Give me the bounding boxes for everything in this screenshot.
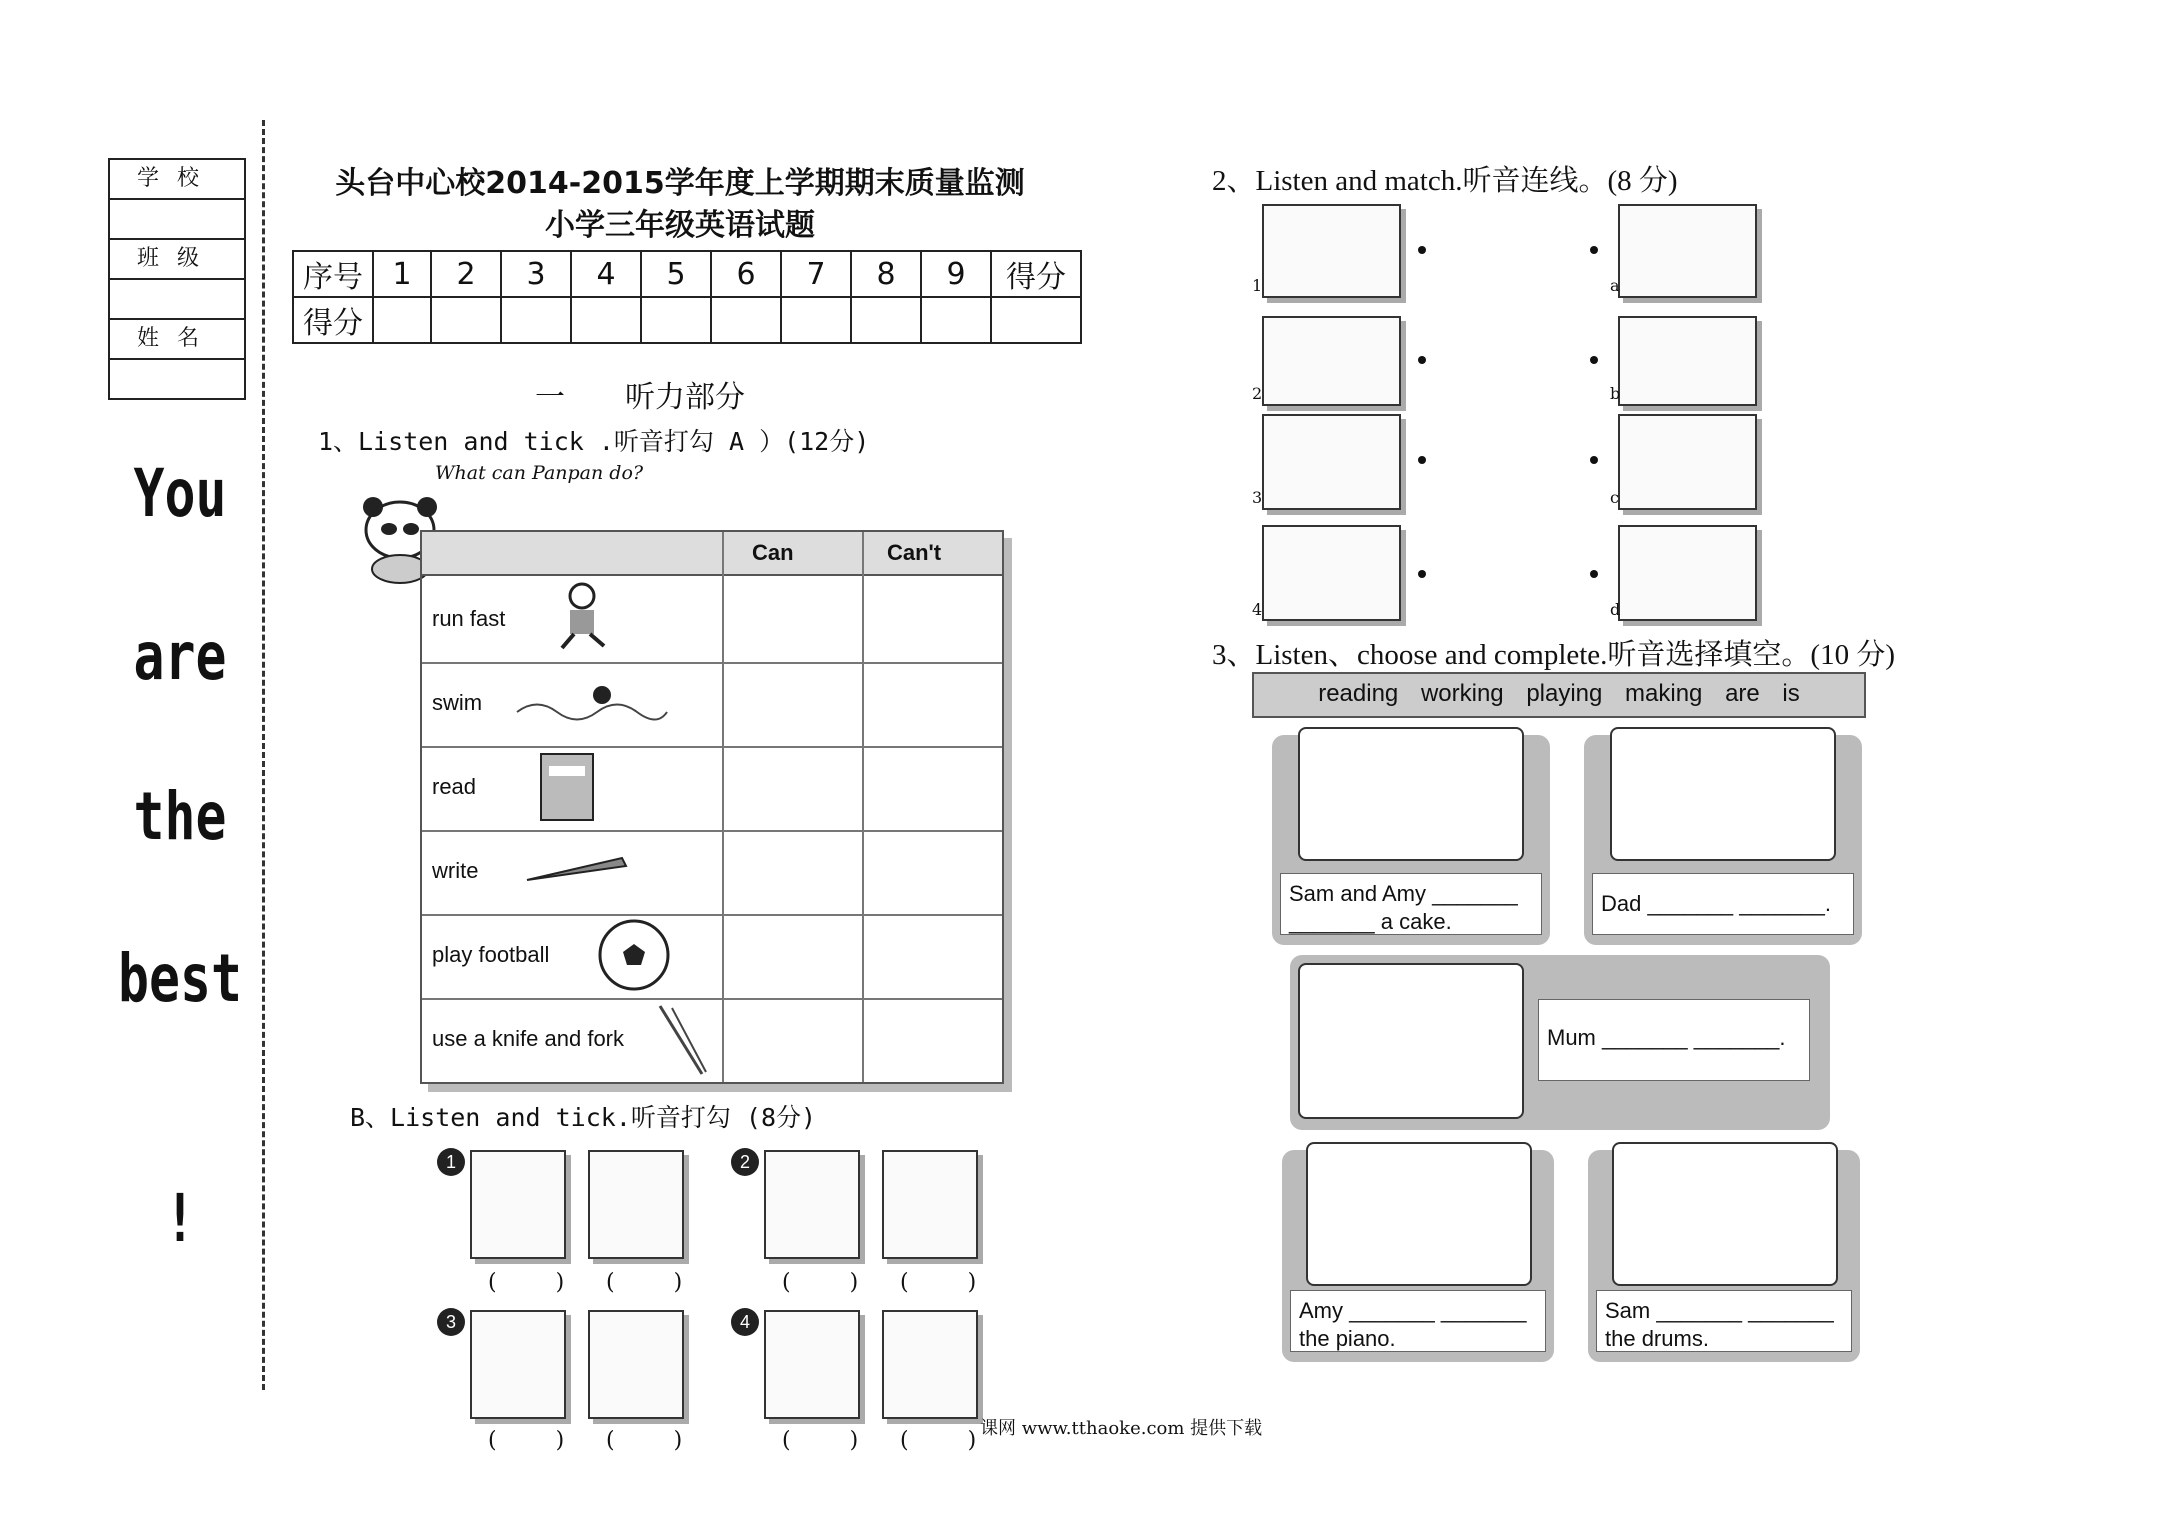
score-cell[interactable] [991,297,1081,343]
football-icon [597,918,671,992]
boy-face-picture [1262,316,1401,406]
score-cell[interactable] [571,297,641,343]
score-header: 7 [781,251,851,297]
sam-drums-picture [1612,1142,1838,1286]
motto-word: the [133,778,227,855]
match-dot[interactable] [1418,246,1426,254]
score-cell[interactable] [851,297,921,343]
picture-card [1282,1150,1554,1362]
row-label: write [432,858,479,883]
col-can: Can [752,540,794,565]
name-label: 姓名 [110,320,244,360]
motto-word: best [118,940,242,1017]
school-label: 学校 [110,160,244,200]
schoolbag-picture [882,1310,978,1419]
row-label: play football [432,942,550,967]
col-cant: Can't [887,540,942,565]
score-row-label: 得分 [293,297,373,343]
man-headphones-picture [764,1150,860,1259]
score-table [292,250,1082,344]
answer-bracket[interactable]: ( ) [606,1270,709,1295]
match-dot[interactable] [1418,356,1426,364]
answer-bracket[interactable]: ( ) [900,1270,1003,1295]
match-label: 2 [1252,384,1263,403]
boy-cloud-hair-picture [1262,204,1401,298]
score-header: 1 [373,251,431,297]
divider [862,532,864,1082]
knife-fork-icon [652,1002,712,1078]
section-heading: 一 听力部分 [535,380,745,415]
card-sentence[interactable]: Mum _______ _______. [1538,999,1810,1081]
question-3: 3、Listen、choose and complete.听音选择填空。(10 分) [1212,639,1895,671]
name-field[interactable] [110,360,244,398]
driver-uniform-picture [1618,525,1757,621]
ruler-picture [764,1310,860,1419]
student-info-box [108,158,246,400]
score-header: 5 [641,251,711,297]
making-cake-picture [1298,727,1524,861]
score-header: 3 [501,251,571,297]
boy-face-picture [470,1150,566,1259]
score-cell[interactable] [431,297,501,343]
answer-bracket[interactable]: ( ) [782,1428,885,1453]
match-dot[interactable] [1590,456,1598,464]
word-bank: reading working playing making are is [1252,672,1866,718]
grandpa-picture [882,1150,978,1259]
match-dot[interactable] [1590,570,1598,578]
item-number: 3 [437,1308,465,1336]
item-number: 4 [731,1308,759,1336]
score-cell[interactable] [781,297,851,343]
score-cell[interactable] [921,297,991,343]
match-dot[interactable] [1418,570,1426,578]
answer-bracket[interactable]: ( ) [782,1270,885,1295]
table-row [422,744,1002,832]
school-field[interactable] [110,200,244,240]
cut-line [262,120,265,1390]
picture-card [1584,735,1862,945]
tick-table [420,530,1004,1084]
pen-icon [522,850,632,890]
picture-card [1588,1150,1860,1362]
match-label: 4 [1252,600,1263,619]
question-1: 1、Listen and tick .听音打勾 A ）(12分) [318,427,870,456]
card-sentence[interactable]: Amy _______ _______ the piano. [1290,1290,1546,1352]
item-number: 1 [437,1148,465,1176]
motto-word: are [133,618,227,695]
nurse-uniform-picture [1618,316,1757,406]
picture-card [1272,735,1550,945]
picture-card [1290,955,1830,1130]
match-label: b [1610,384,1621,403]
answer-bracket[interactable]: ( ) [488,1270,591,1295]
score-header: 得分 [991,251,1081,297]
score-header: 序号 [293,251,373,297]
card-sentence[interactable]: Sam _______ _______ the drums. [1596,1290,1852,1352]
score-cell[interactable] [641,297,711,343]
class-field[interactable] [110,280,244,320]
swimmer-icon [512,677,672,727]
match-dot[interactable] [1418,456,1426,464]
score-header: 8 [851,251,921,297]
question-2: 2、Listen and match.听音连线。(8 分) [1212,165,1678,197]
score-cell[interactable] [501,297,571,343]
question-b: B、Listen and tick.听音打勾 (8分) [350,1103,817,1132]
motto-word: You [133,455,227,532]
table-row [422,996,1002,1082]
score-header: 4 [571,251,641,297]
row-label: swim [432,690,483,715]
boy-cloud-hair-picture [588,1150,684,1259]
row-label: use a knife and fork [432,1026,625,1051]
score-header: 6 [711,251,781,297]
motto-word: ! [164,1180,196,1257]
mum-computer-picture [1298,963,1524,1119]
footer-credit: 课网 www.tthaoke.com 提供下载 [980,1418,1263,1439]
book-icon [537,750,597,824]
answer-bracket[interactable]: ( ) [900,1428,1003,1453]
runner-icon [552,582,612,652]
match-label: c [1610,488,1619,507]
item-number: 2 [731,1148,759,1176]
card-sentence[interactable]: Dad _______ _______. [1592,873,1854,935]
table-row [422,660,1002,748]
match-dot[interactable] [1590,356,1598,364]
exam-title: 头台中心校2014-2015学年度上学期期末质量监测 [335,166,1025,201]
score-header: 9 [921,251,991,297]
row-label: run fast [432,606,506,631]
dad-reading-picture [1610,727,1836,861]
match-label: d [1610,600,1621,619]
match-dot[interactable] [1590,246,1598,254]
match-label: 3 [1252,488,1263,507]
class-label: 班级 [110,240,244,280]
answer-bracket[interactable]: ( ) [606,1428,709,1453]
police-uniform-picture [1618,204,1757,298]
amy-piano-picture [1306,1142,1532,1286]
bird-picture [588,1310,684,1419]
spiky-hair-boy-picture [1262,414,1401,510]
answer-bracket[interactable]: ( ) [488,1428,591,1453]
table-row [422,576,1002,664]
row-label: read [432,774,477,799]
card-sentence[interactable]: Sam and Amy _______ _______ a cake. [1280,873,1542,935]
exam-subtitle: 小学三年级英语试题 [545,208,815,243]
match-label: 1 [1252,276,1263,295]
baby-picture [1262,525,1401,621]
dog-picture [470,1310,566,1419]
doctor-coat-picture [1618,414,1757,510]
score-cell[interactable] [711,297,781,343]
score-cell[interactable] [373,297,431,343]
table-row [422,828,1002,916]
divider [722,532,724,1082]
table-row [422,912,1002,1000]
score-header: 2 [431,251,501,297]
match-label: a [1610,276,1620,295]
question-1-sub: What can Panpan do? [435,462,644,484]
